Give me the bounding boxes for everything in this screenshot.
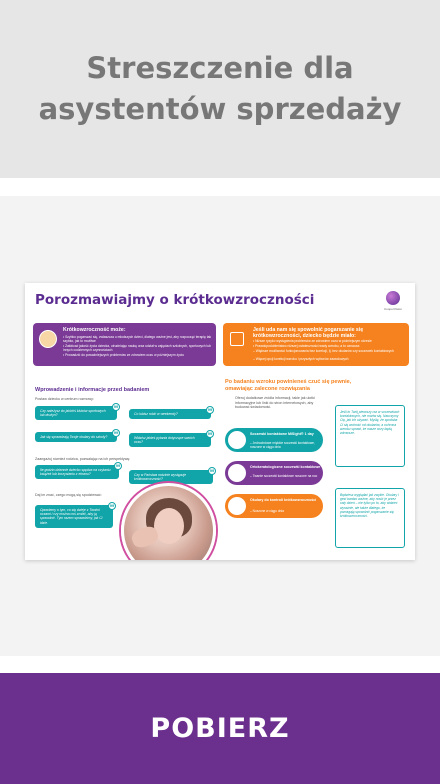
logo-mark-icon	[386, 291, 400, 305]
note-text: Będziesz wyglądać jak zwykle. Okulary i gest bardzo ważne, aby nosić je przez cały dzień – nie tylko po to, aby widzieć wyraźnie, ale także dlatego, że pomagają spowolnić pogarszanie się krótkowzroczności.	[340, 493, 399, 519]
download-label: POBIERZ	[150, 713, 290, 744]
quote-icon: 99	[113, 404, 119, 409]
option-glasses	[225, 494, 323, 518]
option-ortho-k	[225, 461, 323, 485]
contact-lens-note	[335, 405, 405, 467]
contact-lens-icon	[228, 431, 246, 449]
benefit-line: • Niższe ryzyko wystąpienia problemów ze zdrowiem oczu w późniejszym okresie	[253, 339, 372, 343]
question-text: Jak się sprawdzają Twoje okulary do szkoły?	[40, 435, 108, 439]
child-face	[154, 508, 184, 544]
question-bubble	[35, 432, 117, 442]
quote-icon: 99	[113, 430, 119, 435]
quote-icon: 99	[115, 463, 121, 468]
expectation-bubble	[35, 505, 113, 528]
benefit-line: • Prawdopodobieństwo niższej ostateczności wady wzroku, a to oznacza:	[253, 344, 360, 348]
question-text: Co lubisz robić w weekendy?	[134, 412, 178, 416]
question-bubble	[129, 409, 211, 419]
ortho-lens-icon	[228, 464, 246, 482]
parent-question-bubble	[35, 465, 119, 479]
option-title: Ortokeratologiczne soczewki kontaktowe	[250, 465, 321, 469]
benefits-title: Jeśli uda nam się spowolnić pogarszanie się krótkowzroczności, dziecko będzie miało:	[253, 327, 364, 339]
document-title: Porozmawiajmy o krótkowzroczności	[35, 292, 315, 308]
expectation-intro-text: Daj im znać, czego mogą się spodziewać:	[35, 493, 102, 497]
question-text: Widzisz jakieś pytania dotyczące swoich oczu?	[134, 436, 195, 445]
recommendation-heading: Po badaniu wzroku powinieneś czuć się pewnie, omawiając zalecone rozwiązania	[225, 379, 352, 392]
question-text: Czy należysz do jakichś klubów sportowych lub drużyn?	[40, 409, 106, 418]
option-misight	[225, 428, 323, 452]
logo-text: CooperVision	[384, 307, 402, 311]
document-preview[interactable]	[25, 283, 415, 560]
child-avatar-icon	[39, 330, 57, 348]
question-bubble	[129, 433, 211, 447]
intro-text: Postaw dziecku w centrum rozmowy:	[35, 397, 94, 401]
option-subtitle: – Twarde soczewki kontaktowe noszone na noc	[250, 474, 318, 478]
quote-icon: 99	[209, 468, 215, 473]
child-photo	[121, 483, 216, 560]
quote-icon: 99	[109, 503, 115, 508]
parent-intro-text: Zaangażuj również rodzica, pozwalając na ich perspektywę:	[35, 457, 131, 461]
option-title: Okulary do kontroli krótkowzroczności	[250, 498, 317, 502]
chart-icon	[230, 332, 244, 346]
glasses-icon	[228, 497, 246, 515]
option-subtitle: – Jednodniowe miękkie soczewki kontaktowe, noszone w ciągu dnia	[250, 441, 315, 449]
benefit-line: – Więcej opcji korekcji wzroku i przyszłych wyborów zawodowych	[253, 357, 349, 361]
option-title: Soczewki kontaktowe MiSight® 1 day	[250, 432, 314, 436]
myopia-risk-line: • Zakłócać jakość życia dziecka, utrudniając naukę oraz udział w zajęciach szkolnych, sportowych lub innych codziennych czynnościach	[63, 344, 211, 353]
page-header	[0, 0, 440, 178]
download-button[interactable]	[0, 673, 440, 784]
glasses-note	[335, 488, 405, 548]
benefits-box	[223, 323, 409, 366]
quote-icon: 99	[207, 431, 213, 436]
recommendation-intro: Oferuj dodatkowe źródła informacji, takie jak ulotki informacyjne lub linki do stron internetowych, aby budować świadomość.	[235, 396, 315, 409]
myopia-risks-box	[33, 323, 216, 366]
quote-icon: 99	[207, 407, 213, 412]
note-text: Jeśli to Twój pierwszy raz w soczewkach kontaktowych, nie martw się. Nauczymy Cię, jak ich używać. Myślę, że spodoba Ci się wolność od okularów, a ochrona wzroku sprawi, że nasze oczy będą zdrowsze.	[340, 410, 400, 436]
intro-section-heading: Wprowadzenie i informacje przed badaniem	[35, 387, 150, 393]
myopia-risk-line: • Prowadzić do poważniejszych problemów ze zdrowiem oczu w późniejszym życiu	[63, 353, 184, 357]
myopia-risks-title: Krótkowzroczność może:	[63, 327, 126, 333]
benefit-line: – Większe możliwości funkcjonowania bez korekcji, tj. bez okularów czy soczewek kontaktowych	[253, 349, 394, 353]
myopia-risk-line: • Szybko pogarszać się, zwłaszcza u młodszych dzieci, dlatego ważne jest, aby rozpocząć terapię tak szybko, jak to możliwe	[63, 335, 212, 344]
coopervision-logo	[383, 291, 403, 315]
question-text: Opowiemy o tym, co się dzieje z Twoimi oczami i czy można coś zrobić, aby ją spowolnić. Tym razem sprawdzimy, jak Ci idzie.	[40, 508, 103, 525]
question-bubble	[35, 406, 117, 420]
option-subtitle: – Noszone w ciągu dnia	[250, 509, 284, 513]
page-title: Streszczenie dla asystentów sprzedaży	[38, 51, 402, 126]
question-text: Czy w Państwa rodzinie występuje krótkowzroczność?	[134, 473, 187, 482]
question-text: Ile godzin dziennie dziecko spędza na czytaniu książek lub korzystaniu z ekranu?	[40, 468, 111, 477]
